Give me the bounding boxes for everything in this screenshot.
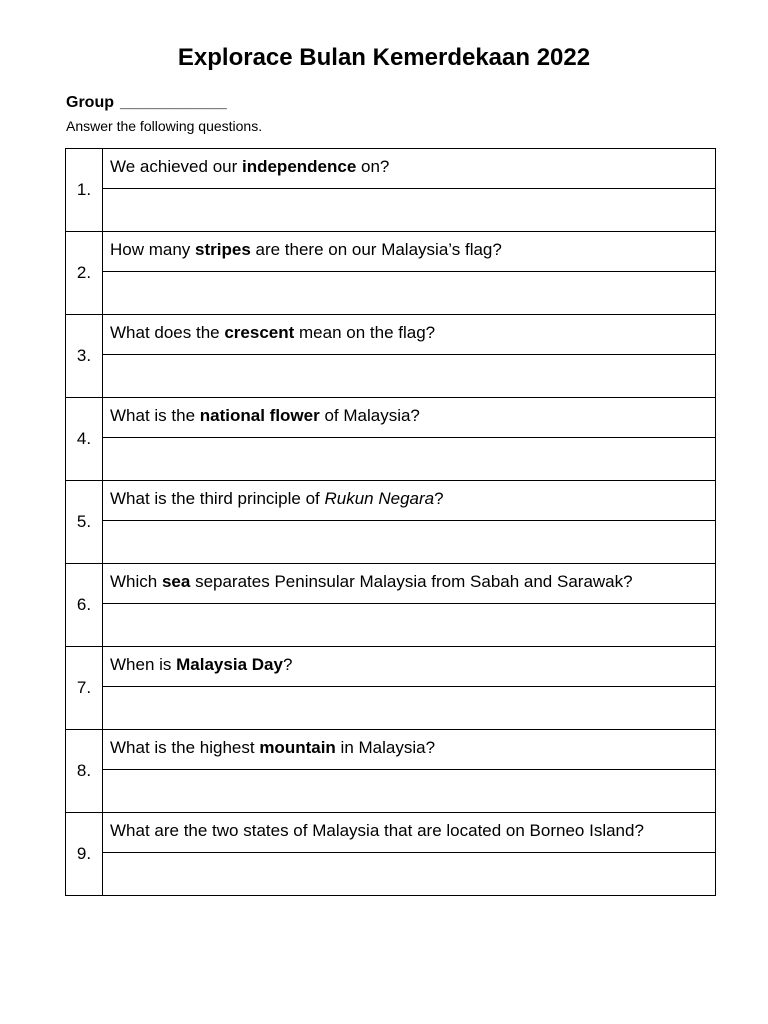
question-row [66, 315, 716, 355]
question-text [103, 647, 716, 687]
question-row [66, 564, 716, 604]
question-text-pre: What does the [110, 323, 225, 342]
question-text-pre: Which [110, 572, 162, 591]
question-row [66, 730, 716, 770]
answer-field[interactable] [103, 604, 716, 647]
question-text [103, 730, 716, 770]
answer-field[interactable] [103, 272, 716, 315]
question-keyword: national flower [199, 406, 320, 425]
question-text [103, 315, 716, 355]
question-text-post: in Malaysia? [335, 738, 436, 757]
question-row [66, 149, 716, 189]
answer-row [66, 521, 716, 564]
question-number: 9. [66, 813, 103, 896]
question-text [103, 813, 716, 853]
question-text [103, 149, 716, 189]
question-text-pre: What is the third principle of [110, 489, 325, 508]
question-text-post: on? [356, 157, 390, 176]
question-text-pre: What is the highest [110, 738, 260, 757]
answer-row [66, 355, 716, 398]
answer-row [66, 853, 716, 896]
question-text [103, 564, 716, 604]
question-text-pre: How many [110, 240, 196, 259]
answer-field[interactable] [103, 189, 716, 232]
answer-field[interactable] [103, 687, 716, 730]
answer-field[interactable] [103, 521, 716, 564]
question-text-post: ? [282, 655, 293, 674]
question-text-post: separates Peninsular Malaysia from Sabah and Sarawak? [190, 572, 633, 591]
instructions-text: Answer the following questions. [66, 118, 263, 134]
question-keyword: sea [161, 572, 191, 591]
question-text-post: ? [434, 489, 444, 508]
question-row [66, 647, 716, 687]
question-text-pre: When is [110, 655, 177, 674]
question-text-pre: What are the two states of Malaysia that are located on Borneo Island? [110, 821, 644, 840]
question-row [66, 481, 716, 521]
question-number: 3. [66, 315, 103, 398]
question-number: 4. [66, 398, 103, 481]
question-keyword: stripes [195, 240, 251, 259]
question-text [103, 398, 716, 438]
question-number: 7. [66, 647, 103, 730]
page-title: Explorace Bulan Kemerdekaan 2022 [177, 44, 591, 71]
question-number: 5. [66, 481, 103, 564]
question-text-post: mean on the flag? [294, 323, 436, 342]
answer-row [66, 604, 716, 647]
question-text-pre: What is the [110, 406, 200, 425]
group-field [66, 94, 227, 112]
question-keyword: Rukun Negara [324, 489, 435, 508]
question-text [103, 232, 716, 272]
question-text-pre: We achieved our [110, 157, 242, 176]
group-label: Group [66, 94, 114, 111]
answer-row [66, 687, 716, 730]
question-number: 6. [66, 564, 103, 647]
question-keyword: Malaysia Day [176, 655, 283, 674]
group-blank-line[interactable]: ____________ [120, 94, 227, 111]
answer-field[interactable] [103, 355, 716, 398]
question-keyword: independence [241, 157, 357, 176]
question-table [65, 148, 716, 896]
answer-field[interactable] [103, 770, 716, 813]
question-number: 1. [66, 149, 103, 232]
question-row [66, 398, 716, 438]
question-number: 8. [66, 730, 103, 813]
answer-row [66, 272, 716, 315]
answer-row [66, 438, 716, 481]
question-row [66, 813, 716, 853]
question-text [103, 481, 716, 521]
question-text-post: are there on our Malaysia’s flag? [250, 240, 502, 259]
question-row [66, 232, 716, 272]
question-number: 2. [66, 232, 103, 315]
answer-row [66, 770, 716, 813]
question-keyword: mountain [259, 738, 336, 757]
question-keyword: crescent [224, 323, 295, 342]
question-text-post: of Malaysia? [319, 406, 420, 425]
answer-field[interactable] [103, 438, 716, 481]
answer-field[interactable] [103, 853, 716, 896]
answer-row [66, 189, 716, 232]
